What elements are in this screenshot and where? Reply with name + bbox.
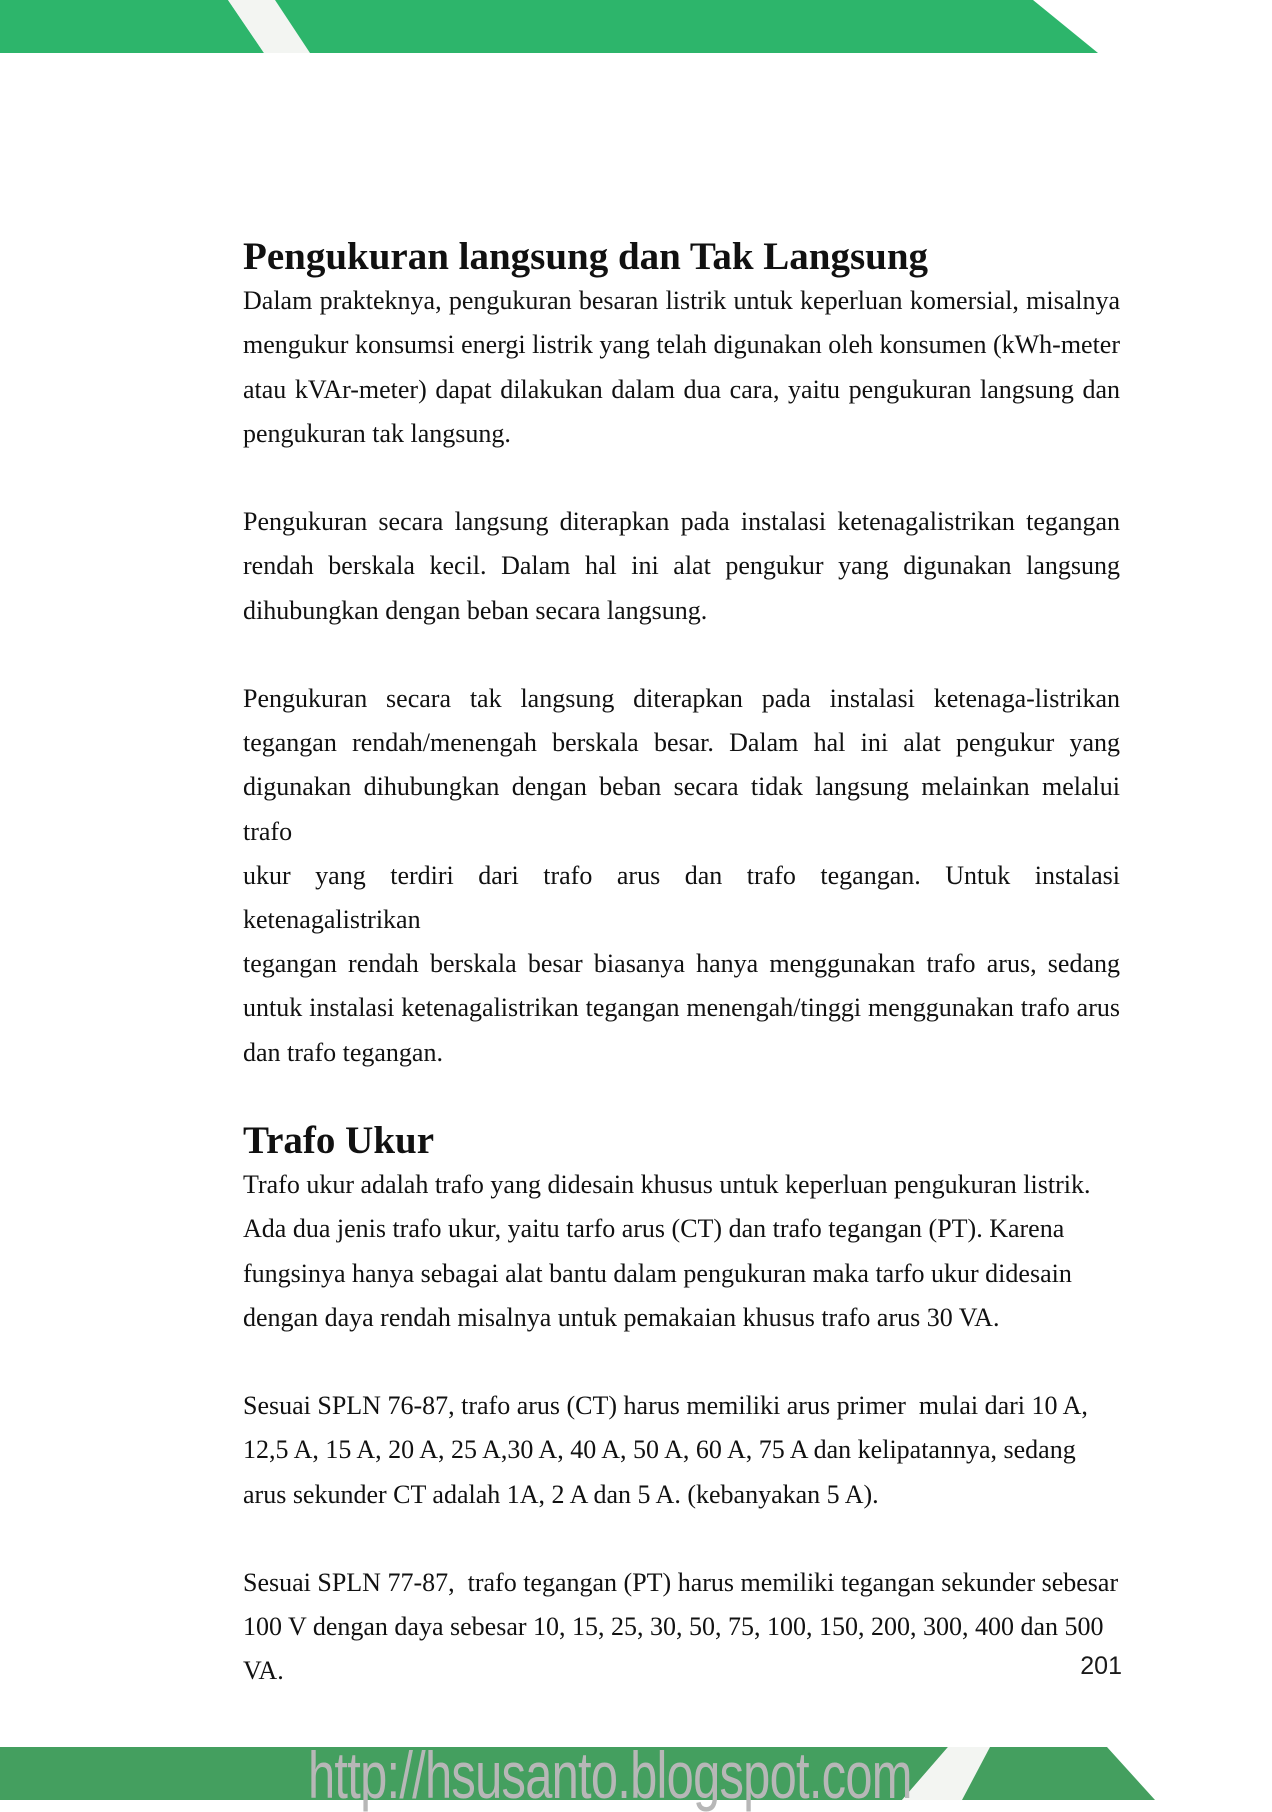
text-line: tegangan rendah berskala besar biasanya hanya menggunakan trafo arus, sedang: [243, 949, 1120, 979]
text-line: Pengukuran secara tak langsung diterapkan pada instalasi ketenaga-listrikan: [243, 684, 1120, 713]
text-line: dengan daya rendah misalnya untuk pemakaian khusus trafo arus 30 VA.: [243, 1302, 1000, 1332]
text-line: ukur yang terdiri dari trafo arus dan trafo tegangan. Untuk instalasi ketenagalistrikan: [243, 860, 1120, 935]
section-heading: Pengukuran langsung dan Tak Langsung: [243, 235, 929, 278]
text-line: VA.: [243, 1656, 284, 1686]
text-line: fungsinya hanya sebagai alat bantu dalam pengukuran maka tarfo ukur didesain: [243, 1258, 1072, 1288]
text-line: Trafo ukur adalah trafo yang didesain khusus untuk keperluan pengukuran listrik.: [243, 1170, 1091, 1200]
paragraph: [243, 1384, 1120, 1517]
section-trafo-ukur: [243, 1119, 1120, 1694]
text-line: Sesuai SPLN 77-87, trafo tegangan (PT) harus memiliki tegangan sekunder sebesar: [243, 1568, 1119, 1598]
page-number: 201: [1080, 1652, 1122, 1680]
top-decorative-band: [0, 0, 1272, 54]
text-line: Ada dua jenis trafo ukur, yaitu tarfo arus (CT) dan trafo tegangan (PT). Karena: [243, 1214, 1065, 1244]
text-line: rendah berskala kecil. Dalam hal ini alat pengukur yang digunakan langsung: [243, 551, 1120, 581]
text-line: Pengukuran secara langsung diterapkan pada instalasi ketenagalistrikan tegangan: [243, 507, 1120, 537]
text-line: mengukur konsumsi energi listrik yang telah digunakan oleh konsumen (kWh-meter: [243, 330, 1120, 360]
top-band-shape: [0, 0, 1272, 54]
paragraph: [243, 279, 1120, 456]
text-line: 12,5 A, 15 A, 20 A, 25 A,30 A, 40 A, 50 A, 60 A, 75 A dan kelipatannya, sedang: [243, 1435, 1076, 1465]
text-line: dan trafo tegangan.: [243, 1037, 443, 1067]
paragraph: [243, 1561, 1120, 1694]
text-line: 100 V dengan daya sebesar 10, 15, 25, 30, 50, 75, 100, 150, 200, 300, 400 dan 500: [243, 1612, 1104, 1642]
watermark-url: http://hsusanto.blogspot.com: [308, 1738, 912, 1812]
paragraph: [243, 1163, 1120, 1340]
paragraph: [243, 677, 1120, 1075]
document-body: [243, 235, 1120, 1738]
paragraph: [243, 500, 1120, 633]
text-line: digunakan dihubungkan dengan beban secara tidak langsung melainkan melalui trafo: [243, 772, 1120, 846]
text-line: untuk instalasi ketenagalistrikan tegangan menengah/tinggi menggunakan trafo arus: [243, 993, 1120, 1023]
section-heading: Trafo Ukur: [243, 1119, 435, 1163]
text-line: Dalam prakteknya, pengukuran besaran listrik untuk keperluan komersial, misalnya: [243, 286, 1120, 316]
text-line: atau kVAr-meter) dapat dilakukan dalam dua cara, yaitu pengukuran langsung dan: [243, 374, 1120, 404]
text-line: dihubungkan dengan beban secara langsung.: [243, 595, 708, 625]
text-line: pengukuran tak langsung.: [243, 418, 511, 448]
section-pengukuran: [243, 235, 1120, 1075]
text-line: Sesuai SPLN 76-87, trafo arus (CT) harus memiliki arus primer mulai dari 10 A,: [243, 1391, 1088, 1421]
text-line: arus sekunder CT adalah 1A, 2 A dan 5 A. (kebanyakan 5 A).: [243, 1479, 879, 1509]
text-line: tegangan rendah/menengah berskala besar. Dalam hal ini alat pengukur yang: [243, 728, 1120, 758]
